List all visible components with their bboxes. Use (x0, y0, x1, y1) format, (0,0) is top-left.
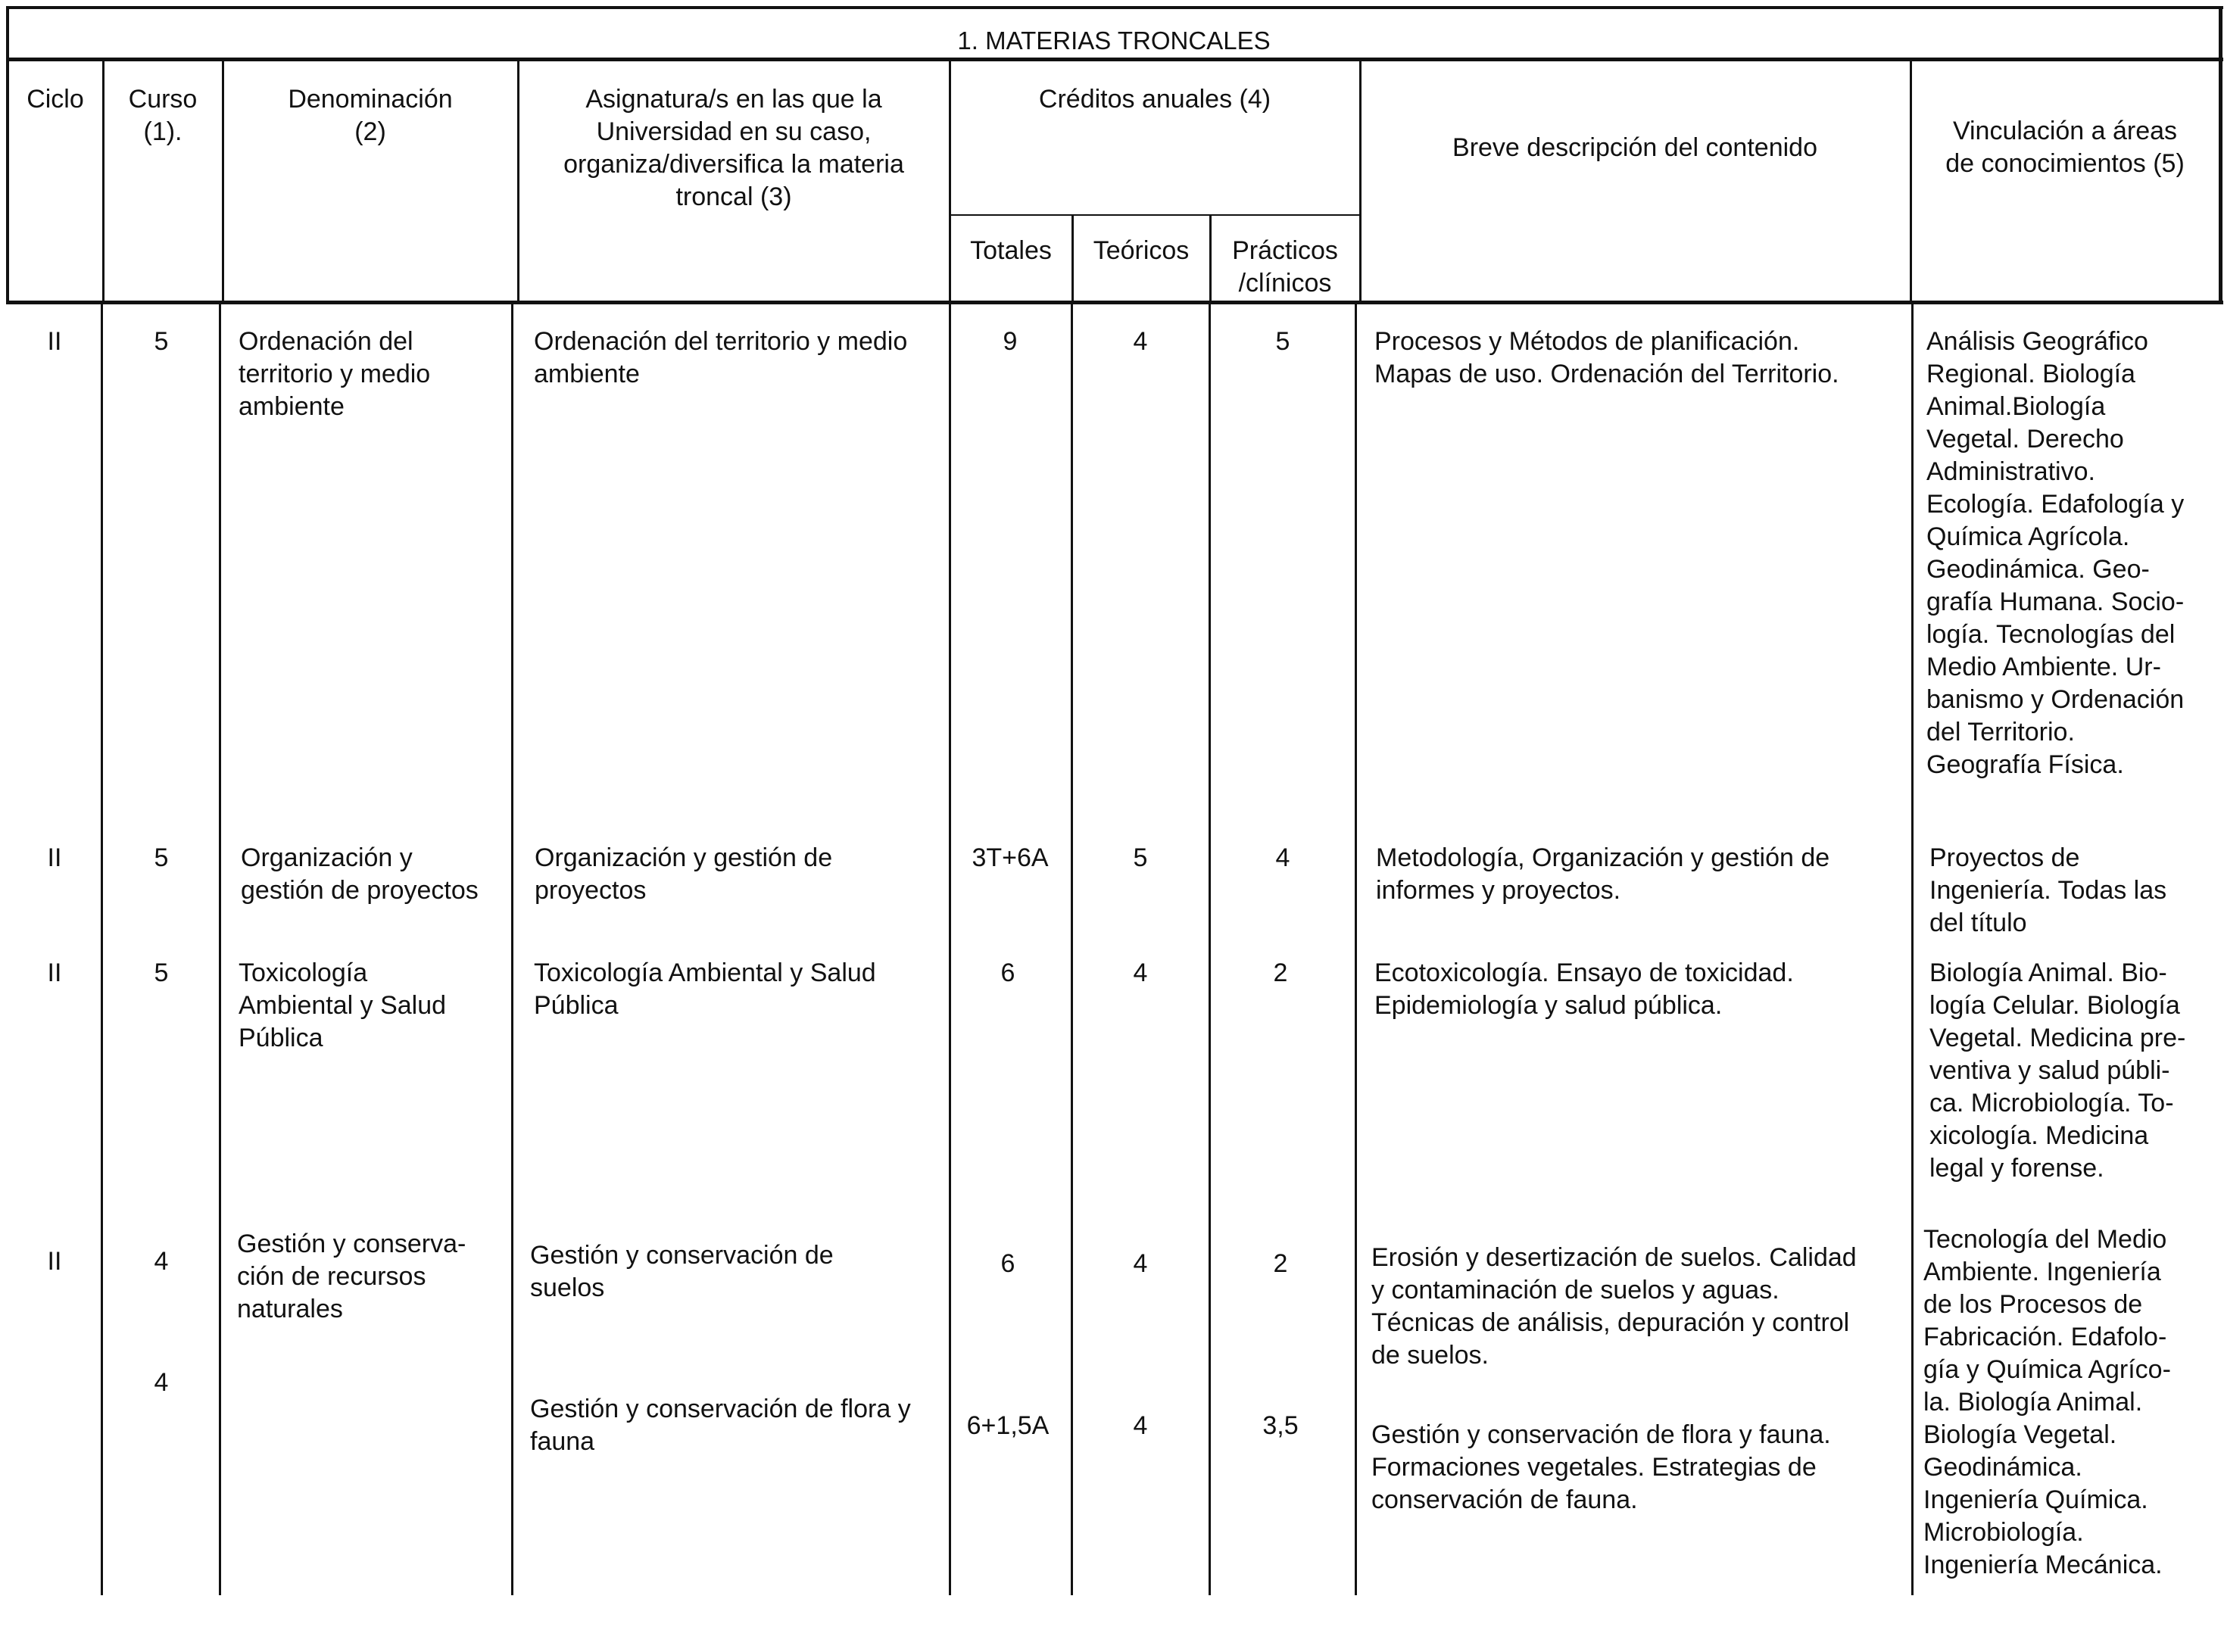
cell-practicos: 4 (1275, 843, 1290, 872)
cell-practicos-2: 3,5 (1262, 1411, 1299, 1440)
cell-totales-2: 6+1,5A (966, 1411, 1050, 1440)
border-top (6, 6, 2223, 9)
cell-teoricos: 4 (1133, 327, 1148, 356)
cell-descripcion: Ecotoxicología. Ensayo de toxicidad. Epidemiología y salud pública. (1374, 958, 1794, 1020)
cell-curso: 5 (154, 958, 169, 987)
cell-teoricos-2: 4 (1133, 1411, 1148, 1440)
header-asignatura: Asignatura/s en las que la Universidad en su caso, organiza/diversifica la materia troncal (3) (563, 85, 904, 211)
cell-curso-2: 4 (154, 1368, 169, 1397)
cell-vinculacion: Biología Animal. Bio- logía Celular. Biología Vegetal. Medicina pre- ventiva y salud públi- ca. Microbiología. To- xicología. Medicina legal y forense. (1929, 958, 2186, 1183)
table-title: 1. MATERIAS TRONCALES (957, 26, 1271, 55)
body-sep-4 (949, 303, 951, 1595)
cell-totales: 3T+6A (972, 843, 1049, 872)
col-sep-7 (1359, 61, 1362, 303)
body-sep-1 (101, 303, 103, 1595)
cell-denominacion: Ordenación del territorio y medio ambiente (239, 327, 431, 421)
cell-ciclo: II (47, 958, 62, 987)
cell-practicos: 2 (1273, 1249, 1288, 1278)
border-right (2219, 6, 2222, 304)
cell-denominacion: Toxicología Ambiental y Salud Pública (239, 958, 447, 1052)
cell-vinculacion: Tecnología del Medio Ambiente. Ingeniería de los Procesos de Fabricación. Edafolo- gía y Química Agríco- la. Biología Animal. Biología Vegetal. Geodinámica. Ingeniería Química. Microbiología. Ingeniería Mecánica. (1923, 1225, 2171, 1579)
cell-descripcion-2: Gestión y conservación de flora y fauna. Formaciones vegetales. Estrategias de conservación de fauna. (1371, 1420, 1831, 1514)
cell-vinculacion: Análisis Geográfico Regional. Biología Animal.Biología Vegetal. Derecho Administrativo. Ecología. Edafología y Química Agrícola. Geodinámica. Geo- grafía Humana. Socio- logía. Tecnologías del Medio Ambiente. Ur- banismo y Ordenación del Territorio. Geografía Física. (1926, 327, 2185, 779)
cell-ciclo: II (47, 843, 62, 872)
body-sep-6 (1209, 303, 1211, 1595)
header-totales: Totales (970, 236, 1052, 265)
cell-totales: 9 (1003, 327, 1018, 356)
header-denominacion: Denominación (2) (288, 85, 453, 146)
body-sep-7 (1355, 303, 1357, 1595)
cell-vinculacion: Proyectos de Ingeniería. Todas las del título (1929, 843, 2167, 937)
header-vinculacion: Vinculación a áreas de conocimientos (5) (1945, 117, 2185, 178)
cell-denominacion: Gestión y conserva- ción de recursos naturales (237, 1230, 466, 1323)
cell-totales: 6 (1000, 1249, 1015, 1278)
cell-practicos: 5 (1275, 327, 1290, 356)
cell-practicos: 2 (1273, 958, 1288, 987)
cell-asignatura: Toxicología Ambiental y Salud Pública (534, 958, 876, 1020)
body-sep-2 (219, 303, 221, 1595)
cell-curso: 4 (154, 1247, 169, 1276)
header-curso: Curso (1). (128, 85, 198, 146)
cell-ciclo: II (47, 1247, 62, 1276)
cell-teoricos: 4 (1133, 958, 1148, 987)
body-sep-3 (511, 303, 513, 1595)
cell-asignatura: Gestión y conservación de suelos (530, 1241, 834, 1302)
cell-totales: 6 (1000, 958, 1015, 987)
cell-asignatura-2: Gestión y conservación de flora y fauna (530, 1395, 911, 1456)
cell-descripcion: Erosión y desertización de suelos. Calidad y contaminación de suelos y aguas. Técnicas de análisis, depuración y control de suelos. (1371, 1243, 1857, 1370)
header-ciclo: Ciclo (27, 85, 84, 114)
cell-ciclo: II (47, 327, 62, 356)
cell-curso: 5 (154, 327, 169, 356)
header-practicos: Prácticos /clínicos (1232, 236, 1338, 298)
cell-descripcion: Metodología, Organización y gestión de informes y proyectos. (1376, 843, 1830, 905)
title-divider (6, 58, 2223, 61)
header-creditos: Créditos anuales (4) (1038, 85, 1271, 114)
cell-asignatura: Ordenación del territorio y medio ambiente (534, 327, 908, 388)
header-descripcion: Breve descripción del contenido (1452, 133, 1817, 162)
body-sep-8 (1911, 303, 1914, 1595)
cell-teoricos: 5 (1133, 843, 1148, 872)
cell-teoricos: 4 (1133, 1249, 1148, 1278)
header-bottom (6, 301, 2223, 304)
creditos-divider (950, 214, 1359, 216)
cell-denominacion: Organización y gestión de proyectos (241, 843, 479, 905)
header-teoricos: Teóricos (1093, 236, 1190, 265)
cell-descripcion: Procesos y Métodos de planificación. Mapas de uso. Ordenación del Territorio. (1374, 327, 1839, 388)
cell-curso: 5 (154, 843, 169, 872)
cell-asignatura: Organización y gestión de proyectos (535, 843, 833, 905)
col-sep-8 (1910, 61, 1912, 303)
body-sep-5 (1071, 303, 1073, 1595)
